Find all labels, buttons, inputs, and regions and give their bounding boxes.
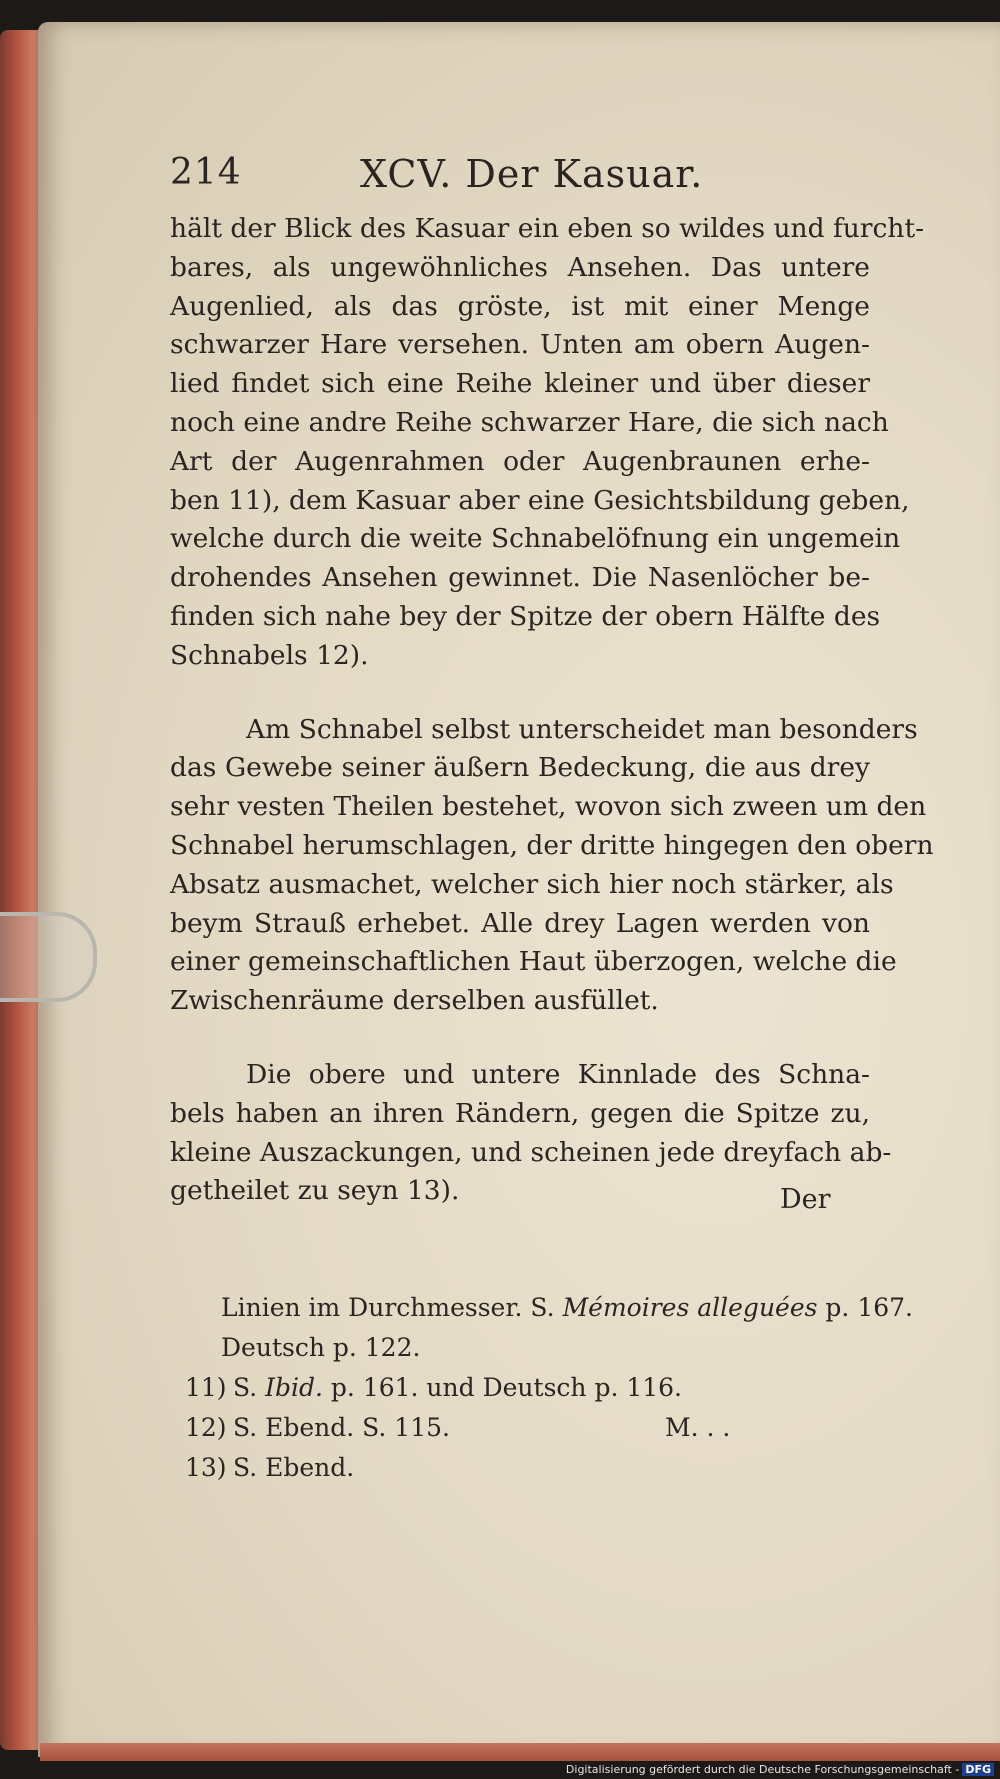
running-title: XCV. Der Kasuar. xyxy=(360,152,704,196)
footnote-continuation-line: Deutsch p. 122. xyxy=(221,1333,421,1362)
text-line: Schnabels 12). xyxy=(170,639,369,671)
footnote-continuation: Linien im Durchmesser. S. Mémoires alleguées p. 167. xyxy=(221,1293,913,1322)
text-line: sehr vesten Theilen bestehet, wovon sich zween um den xyxy=(170,791,927,823)
paragraph-2 xyxy=(170,711,934,1021)
text-line: das Gewebe seiner äußern Bedeckung, die aus drey xyxy=(170,752,870,784)
text-line: Die obere und untere Kinnlade des Schna- xyxy=(246,1058,870,1090)
text-line: ben 11), dem Kasuar aber eine Gesichtsbildung geben, xyxy=(170,484,910,516)
text-line: Augenlied, als das gröste, ist mit einer Menge xyxy=(170,290,870,322)
text-line: getheilet zu seyn 13). xyxy=(170,1175,460,1207)
text-line: noch eine andre Reihe schwarzer Hare, die sich nach xyxy=(170,406,889,438)
text-line: welche durch die weite Schnabelöfnung ein ungemein xyxy=(170,523,901,555)
text-line: beym Strauß erhebet. Alle drey Lagen werden von xyxy=(170,907,870,939)
page-clip xyxy=(0,912,97,1002)
paragraph-3 xyxy=(170,1056,892,1211)
text-line: Am Schnabel selbst unterscheidet man besonders xyxy=(246,713,918,745)
body-text xyxy=(170,210,934,1211)
book-bottom-edge xyxy=(40,1743,1000,1761)
text-line: Schnabel herumschlagen, der dritte hingegen den obern xyxy=(170,829,934,861)
text-line: einer gemeinschaftlichen Haut überzogen, welche die xyxy=(170,946,897,978)
signature-mark: M. . . xyxy=(665,1413,731,1442)
paragraph-1 xyxy=(170,210,925,676)
catchword: Der xyxy=(780,1184,831,1215)
text-line: bels haben an ihren Rändern, gegen die Spitze zu, xyxy=(170,1097,870,1129)
text-line: schwarzer Hare versehen. Unten am obern Augen- xyxy=(170,329,870,361)
page-header xyxy=(170,152,880,202)
footnote-13: 13) S. Ebend. xyxy=(185,1453,355,1482)
text-line: finden sich nahe bey der Spitze der obern Hälfte des xyxy=(170,600,881,632)
footnotes xyxy=(185,1288,913,1488)
footnote-12: 12) S. Ebend. S. 115. M. . . xyxy=(185,1408,885,1448)
digitization-credit: Digitalisierung gefördert durch die Deutsche Forschungsgemeinschaft - DFG xyxy=(566,1763,994,1776)
text-line: Art der Augenrahmen oder Augenbraunen erhe- xyxy=(170,445,870,477)
text-line: lied findet sich eine Reihe kleiner und über dieser xyxy=(170,368,870,400)
footnote-11: 11) S. Ibid. p. 161. und Deutsch p. 116. xyxy=(185,1373,683,1402)
text-line: bares, als ungewöhnliches Ansehen. Das untere xyxy=(170,251,870,283)
text-line: hält der Blick des Kasuar ein eben so wildes und furcht- xyxy=(170,213,925,244)
text-line: kleine Auszackungen, und scheinen jede dreyfach ab- xyxy=(170,1136,892,1168)
page-number: 214 xyxy=(170,152,242,193)
text-line: Absatz ausmachet, welcher sich hier noch stärker, als xyxy=(170,868,894,900)
dfg-logo: DFG xyxy=(962,1763,994,1776)
text-line: Zwischenräume derselben ausfüllet. xyxy=(170,985,659,1017)
text-line: drohendes Ansehen gewinnet. Die Nasenlöcher be- xyxy=(170,562,870,594)
